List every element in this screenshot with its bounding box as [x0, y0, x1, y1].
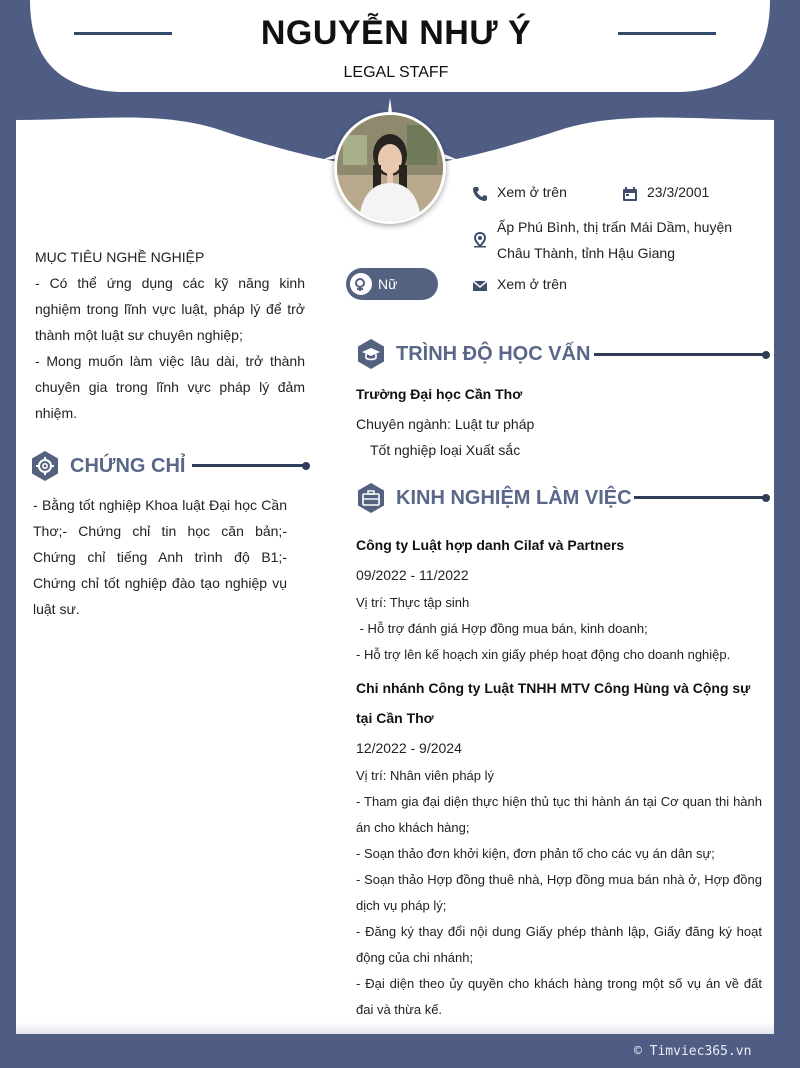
- gender-badge: [346, 268, 438, 300]
- gender-icon: [350, 273, 372, 295]
- objective-line: - Mong muốn làm việc lâu dài, trở thành chuyên gia trong lĩnh vực pháp lý đảm nhiệm.: [35, 353, 305, 421]
- job-period: 12/2022 - 9/2024: [356, 740, 462, 756]
- education-divider-dot: [762, 351, 770, 359]
- contact-email: [472, 276, 567, 294]
- job-duty: - Đại diện theo ủy quyền cho khách hàng trong một số vụ án về đất đai và thừa kế.: [356, 976, 762, 1017]
- certificates-divider: [192, 464, 304, 467]
- phone-icon: [472, 186, 488, 202]
- education-grade: Tốt nghiệp loại Xuất sắc: [370, 442, 521, 458]
- experience-divider-dot: [762, 494, 770, 502]
- certificates-divider-dot: [302, 462, 310, 470]
- job-position: Vị trí: Thực tập sinh: [356, 595, 470, 610]
- experience-job: [356, 530, 762, 668]
- gear-icon: [30, 450, 60, 482]
- contact-address: [472, 214, 764, 266]
- job-position: Vị trí: Nhân viên pháp lý: [356, 768, 495, 783]
- job-duty: - Soạn thảo Hợp đồng thuê nhà, Hợp đồng mua bán nhà ở, Hợp đồng dịch vụ pháp lý;: [356, 872, 762, 913]
- phone-value: Xem ở trên: [497, 184, 567, 200]
- briefcase-icon: [356, 482, 386, 514]
- candidate-title: LEGAL STAFF: [343, 64, 449, 81]
- footer-brand[interactable]: © Timviec365.vn: [634, 1044, 752, 1059]
- calendar-icon: [622, 186, 638, 202]
- education-school: Trường Đại học Cần Thơ: [356, 386, 523, 402]
- job-duty: - Đăng ký thay đổi nội dung Giấy phép thành lập, Giấy đăng ký hoạt động của chi nhánh;: [356, 924, 762, 965]
- graduation-cap-icon: [356, 338, 386, 370]
- email-value: Xem ở trên: [497, 276, 567, 292]
- experience-divider: [634, 496, 766, 499]
- objective-heading: MỤC TIÊU NGHỀ NGHIỆP: [35, 249, 205, 265]
- experience-job: [356, 673, 762, 1023]
- job-period: 09/2022 - 11/2022: [356, 567, 469, 583]
- frame-right: [774, 0, 800, 1068]
- candidate-name: NGUYỄN NHƯ Ý: [260, 14, 532, 52]
- avatar: [334, 112, 446, 224]
- certificates-text: - Bằng tốt nghiệp Khoa luật Đại học Cần Thơ;- Chứng chỉ tin học căn bản;- Chứng chỉ tiếng Anh trình độ B1;- Chứng chỉ tốt nghiệp đào tạo nghiệp vụ luật sư.: [33, 497, 287, 617]
- birthday-value: 23/3/2001: [647, 184, 710, 200]
- education-section-title: TRÌNH ĐỘ HỌC VẤN: [356, 338, 590, 370]
- contact-phone: [472, 184, 567, 202]
- address-value: Ấp Phú Bình, thị trấn Mái Dầm, huyện Châu Thành, tỉnh Hậu Giang: [497, 219, 733, 261]
- objective-line: - Có thể ứng dụng các kỹ năng kinh nghiệm trong lĩnh vực luật, pháp lý để trở thành một luật sư chuyên nghiệp;: [35, 275, 305, 343]
- job-duty: - Hỗ trợ đánh giá Hợp đồng mua bán, kinh doanh;: [356, 621, 648, 636]
- email-icon: [472, 278, 488, 294]
- job-company: Công ty Luật hợp danh Cilaf và Partners: [356, 537, 625, 553]
- experience-section-title: KINH NGHIỆM LÀM VIỆC: [356, 482, 632, 514]
- education-major: Chuyên ngành: Luật tư pháp: [356, 416, 535, 432]
- certificates-section-title: CHỨNG CHỈ: [30, 450, 185, 482]
- frame-left: [0, 0, 16, 1068]
- job-duty: - Tham gia đại diện thực hiện thủ tục thi hành án tại Cơ quan thi hành án cho khách hàng;: [356, 794, 762, 835]
- location-icon: [472, 232, 488, 248]
- job-company: Chi nhánh Công ty Luật TNHH MTV Công Hùng và Cộng sự tại Cần Thơ: [356, 680, 751, 726]
- job-duty: - Soạn thảo đơn khởi kiện, đơn phản tố cho các vụ án dân sự;: [356, 846, 715, 861]
- contact-birthday: [622, 184, 709, 202]
- career-objective: [35, 244, 305, 426]
- education-divider: [594, 353, 766, 356]
- job-duty: - Hỗ trợ lên kế hoạch xin giấy phép hoạt động cho doanh nghiệp.: [356, 647, 731, 662]
- gender-value: Nữ: [378, 276, 398, 292]
